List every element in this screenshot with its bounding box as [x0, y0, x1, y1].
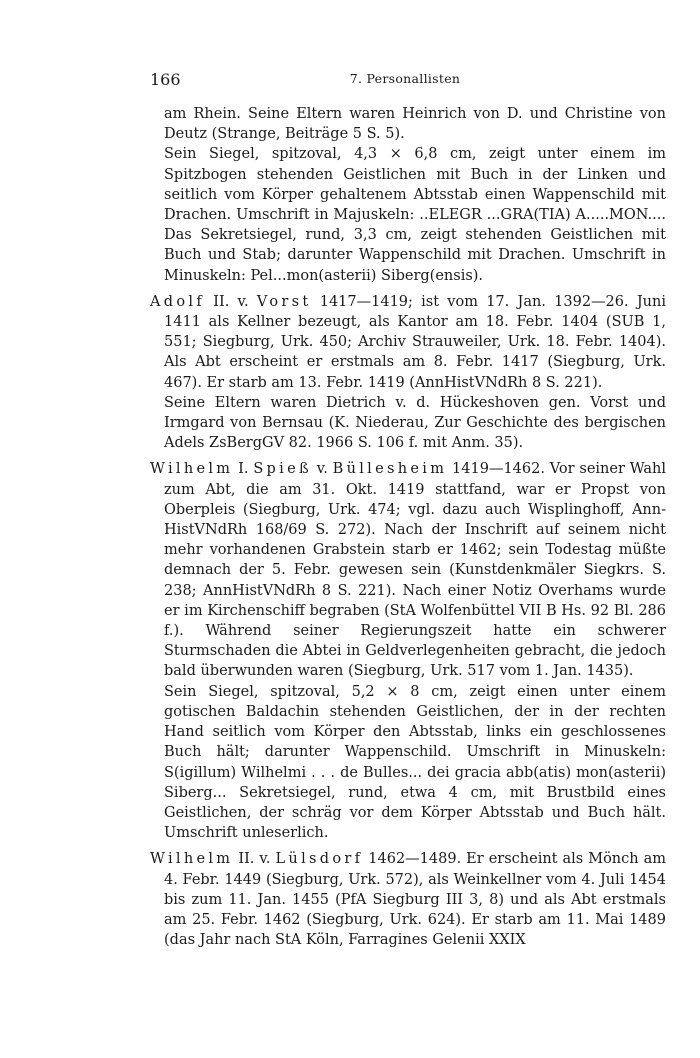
entry-text: 1462—1489. Er erscheint als Mönch am 4. Febr. 1449 (Siegburg, Urk. 572), als Weinkellner vom 4. Juli 1454 bis zum 11. Jan. 1455 (PfA Siegburg III 3, 8) und als Abt erstmals am 25. Febr. 1462 (Siegburg, Urk. 624). Er starb am 11. Mai 1489 (das Jahr nach StA Köln, Farragines Gelenii XXIX — [164, 851, 666, 949]
entry-wilhelm-ii — [150, 849, 666, 950]
entry-seal-text: Sein Siegel, spitzoval, 5,2 × 8 cm, zeigt einen unter einem gotischen Baldachin stehenden Geistlichen, der in der rechten Hand seitlich vom Körper den Abtsstab, links ein geschlossenes Buch hält; darunter Wappenschild. Umschrift in Minuskeln: S(igillum) Wilhelmi . . . de Bulles... dei gracia abb(atis) mon(asterii) Siberg... Sekretsiegel, rund, etwa 4 cm, mit Brustbild eines Geistlichen, der schräg vor dem Körper Abtsstab und Buch hält. Umschrift unleserlich. — [164, 683, 666, 842]
entry-surname: Spieß — [253, 461, 312, 478]
entry-wilhelm-i — [150, 459, 666, 843]
entry-text: 1419—1462. Vor seiner Wahl zum Abt, die am 31. Okt. 1419 stattfand, war er Propst von Oberpleis (Siegburg, Urk. 474; vgl. dazu auch Wisplinghoff, Ann-HistVNdRh 168/69 S. 272). Nach der Inschrift auf seinem nicht mehr vorhandenen Grabstein starb er 1462; sein Todestag müßte demnach der 5. Febr. gewesen sein (Kunstdenkmäler Siegkrs. S. 238; AnnHistVNdRh 8 S. 221). Nach einer Notiz Overhams wurde er im Kirchenschiff begraben (StA Wolfenbüttel VII B Hs. 92 Bl. 286 f.). Während seiner Regierungszeit hatte ein schwerer Sturmschaden die Abtei in Geldverlegenheiten gebracht, die jedoch bald überwunden waren (Siegburg, Urk. 517 vom 1. Jan. 1435). — [164, 461, 666, 680]
entry-ordinal: I. — [233, 461, 254, 478]
entry-ordinal-2: v. — [311, 461, 333, 478]
entry-text: 1417—1419; ist vom 17. Jan. 1392—26. Juni 1411 als Kellner bezeugt, als Kantor am 18. Febr. 1404 (SUB 1, 551; Siegburg, Urk. 450; Archiv Strauweiler, Urk. 18. Febr. 1404). Als Abt erscheint er erstmals am 8. Febr. 1417 (Siegburg, Urk. 467). Er starb am 13. Febr. 1419 (AnnHistVNdRh 8 S. 221). — [164, 293, 666, 391]
intro-paragraph: am Rhein. Seine Eltern waren Heinrich von D. und Christine von Deutz (Strange, Beiträge 5 S. 5). — [164, 106, 666, 143]
running-title: 7. Personallisten — [349, 71, 461, 86]
entry-parents-text: Seine Eltern waren Dietrich v. d. Hückeshoven gen. Vorst und Irmgard von Bernsau (K. Niederau, Zur Geschichte des bergischen Adels ZsBergGV 82. 1966 S. 106 f. mit Anm. 35). — [164, 394, 666, 452]
entry-surname: Lülsdorf — [275, 851, 364, 868]
page-header — [150, 70, 660, 90]
entry-surname: Vorst — [256, 293, 312, 310]
entry-ordinal: II. v. — [205, 293, 257, 310]
entry-adolf-ii — [150, 292, 666, 454]
entry-ordinal: II. v. — [233, 851, 276, 868]
entry-first-name: Wilhelm — [150, 851, 234, 868]
body-text — [150, 104, 666, 950]
entry-surname-2: Büllesheim — [332, 461, 448, 478]
entry-first-name: Adolf — [150, 293, 205, 310]
intro-seal-paragraph: Sein Siegel, spitzoval, 4,3 × 6,8 cm, zeigt unter einem im Spitzbogen stehenden Geistlichen mit Buch in der Linken und seitlich vom Körper gehaltenem Abtsstab einen Wappenschild mit Drachen. Umschrift in Majuskeln: ..ELEGR ...GRA(TIA) A.....MON.... Das Sekretsiegel, rund, 3,3 cm, zeigt stehenden Geistlichen mit Buch und Stab; darunter Wappenschild mit Drachen. Umschrift in Minuskeln: Pel...mon(asterii) Siberg(ensis). — [164, 146, 666, 284]
page-number: 166 — [150, 70, 181, 89]
entry-first-name: Wilhelm — [150, 461, 234, 478]
